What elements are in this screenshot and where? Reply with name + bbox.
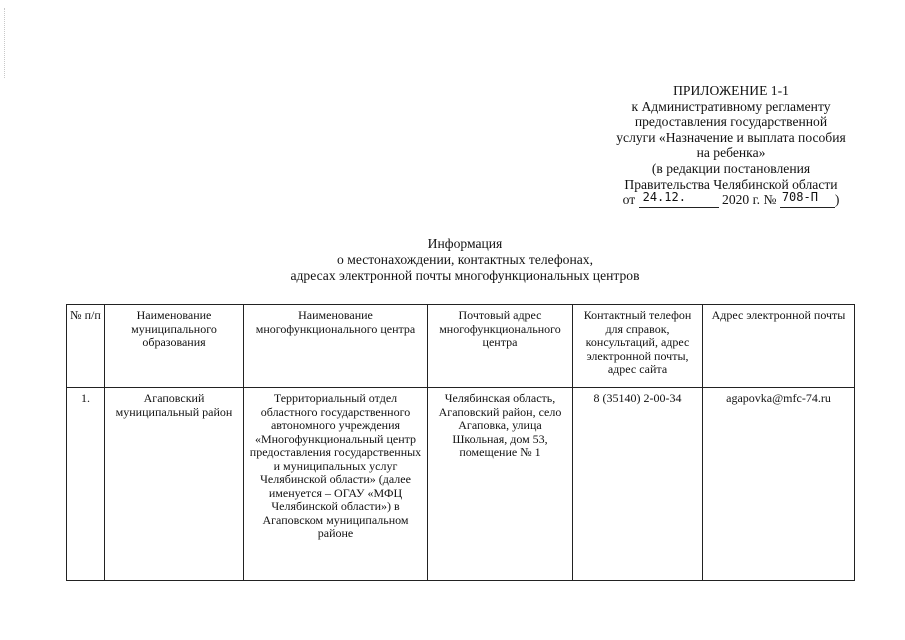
table-header-row	[67, 305, 855, 388]
appendix-line: Правительства Челябинской области	[624, 176, 838, 192]
appendix-line: услуги «Назначение и выплата пособия	[616, 129, 846, 145]
appendix-line: предоставления государственной	[634, 114, 828, 130]
header-contact-phone: Контактный телефон для справок, консультаций, адрес электронной почты, адрес сайта	[573, 305, 703, 388]
header-municipality: Наименование муниципального образования	[105, 305, 244, 388]
scan-margin-marks	[4, 8, 7, 78]
cell-email: agapovka@mfc-74.ru	[703, 388, 855, 581]
cell-postal-address: Челябинская область, Агаповский район, село Агаповка, улица Школьная, дом 53, помещение № 1	[428, 388, 573, 581]
appendix-line: на ребенка»	[696, 145, 766, 161]
closing-paren: )	[834, 192, 840, 208]
info-subtitle: адресах электронной почты многофункциональных центров	[290, 268, 640, 283]
header-center-name: Наименование многофункционального центра	[244, 305, 428, 388]
year-text: 2020 г. №	[722, 192, 777, 208]
handwritten-date: 24.12.	[642, 190, 686, 205]
header-number: № п/п	[67, 305, 105, 388]
info-title: Информация	[427, 236, 503, 251]
resolution-date-line	[600, 192, 862, 208]
mfc-table	[66, 304, 855, 581]
number-field	[780, 190, 835, 208]
appendix-header	[600, 83, 862, 208]
cell-contact-phone: 8 (35140) 2-00-34	[573, 388, 703, 581]
header-postal-address: Почтовый адрес многофункционального центра	[428, 305, 573, 388]
appendix-line: к Административному регламенту	[631, 98, 831, 114]
table-row	[67, 388, 855, 581]
date-field	[639, 190, 719, 208]
date-prefix: от	[622, 192, 636, 208]
cell-municipality: Агаповский муниципальный район	[105, 388, 244, 581]
appendix-title: ПРИЛОЖЕНИЕ 1-1	[673, 83, 789, 98]
cell-center-name: Территориальный отдел областного государственного автономного учреждения «Многофункциональный центр предоставления государственных и муниципальных услуг Челябинской области» (далее именуется – ОГАУ «МФЦ Челябинской области») в Агаповском муниципальном районе	[244, 388, 428, 581]
header-email: Адрес электронной почты	[703, 305, 855, 388]
appendix-line: (в редакции постановления	[651, 160, 811, 176]
info-heading	[230, 236, 700, 284]
info-subtitle: о местонахождении, контактных телефонах,	[337, 252, 593, 267]
handwritten-number: 708-П	[781, 190, 818, 205]
cell-number: 1.	[67, 388, 105, 581]
